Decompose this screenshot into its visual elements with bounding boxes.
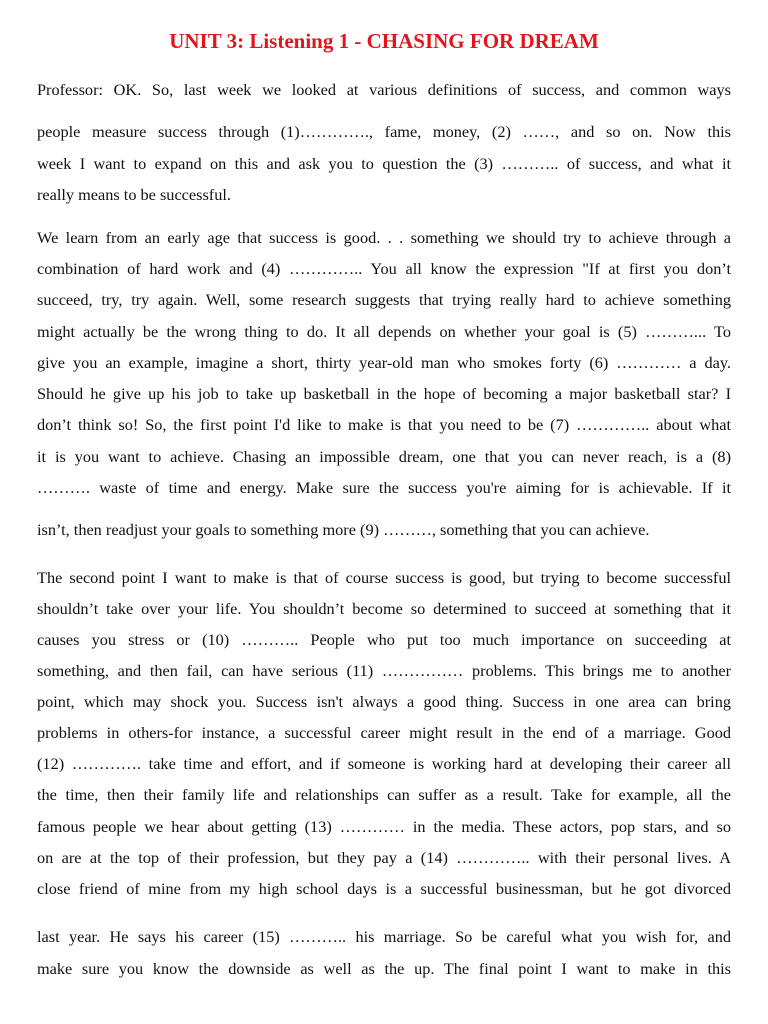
paragraph-line: people measure success through (1)…………., fame, money, (2) ……, and so on. Now this: [37, 122, 731, 141]
paragraph-line: (12) …………. take time and effort, and if someone is working hard at developing their career all: [37, 754, 731, 773]
paragraph-line: week I want to expand on this and ask you to question the (3) ……….. of success, and what it: [37, 154, 731, 173]
paragraph-line: ………. waste of time and energy. Make sure the success you're aiming for is achievable. If it: [37, 478, 731, 497]
paragraph-line: might actually be the wrong thing to do. It all depends on whether your goal is (5) ………... To: [37, 322, 731, 341]
paragraph-line: the time, then their family life and relationships can suffer as a result. Take for example, all the: [37, 785, 731, 804]
paragraph-line: famous people we hear about getting (13) ………… in the media. These actors, pop stars, and so: [37, 817, 731, 836]
paragraph-line: The second point I want to make is that of course success is good, but trying to become successful: [37, 568, 731, 587]
paragraph-line: Professor: OK. So, last week we looked at various definitions of success, and common ways: [37, 80, 731, 99]
paragraph-line: causes you stress or (10) ……….. People who put too much importance on succeeding at: [37, 630, 731, 649]
paragraph-line: We learn from an early age that success is good. . . something we should try to achieve through a: [37, 228, 731, 247]
paragraph-line: succeed, try, try again. Well, some research suggests that trying really hard to achieve something: [37, 290, 731, 309]
paragraph-line: Should he give up his job to take up basketball in the hope of becoming a major basketball star? I: [37, 384, 731, 403]
paragraph-line: shouldn’t take over your life. You shouldn’t become so determined to succeed at something that it: [37, 599, 731, 618]
paragraph-line: point, which may shock you. Success isn't always a good thing. Success in one area can bring: [37, 692, 731, 711]
paragraph-line: something, and then fail, can have serious (11) …………… problems. This brings me to another: [37, 661, 731, 680]
paragraph-line: close friend of mine from my high school days is a successful businessman, but he got divorced: [37, 879, 731, 898]
paragraph-line: don’t think so! So, the first point I'd like to make is that you need to be (7) ………….. about what: [37, 415, 731, 434]
paragraph-line: last year. He says his career (15) ……….. his marriage. So be careful what you wish for, and: [37, 927, 731, 946]
paragraph-line: problems in others-for instance, a successful career might result in the end of a marriage. Good: [37, 723, 731, 742]
paragraph-line: isn’t, then readjust your goals to something more (9) ………, something that you can achieve.: [37, 520, 650, 539]
paragraph-line: combination of hard work and (4) ………….. You all know the expression "If at first you don’t: [37, 259, 731, 278]
paragraph-line: really means to be successful.: [37, 185, 231, 204]
paragraph-line: on are at the top of their profession, but they pay a (14) ………….. with their personal lives. A: [37, 848, 731, 867]
paragraph-line: give you an example, imagine a short, thirty year-old man who smokes forty (6) ………… a day.: [37, 353, 731, 372]
document-title: UNIT 3: Listening 1 - CHASING FOR DREAM: [169, 29, 599, 53]
paragraph-line: it is you want to achieve. Chasing an impossible dream, one that you can never reach, is a (8): [37, 447, 731, 466]
paragraph-line: make sure you know the downside as well as the up. The final point I want to make in this: [37, 959, 731, 978]
